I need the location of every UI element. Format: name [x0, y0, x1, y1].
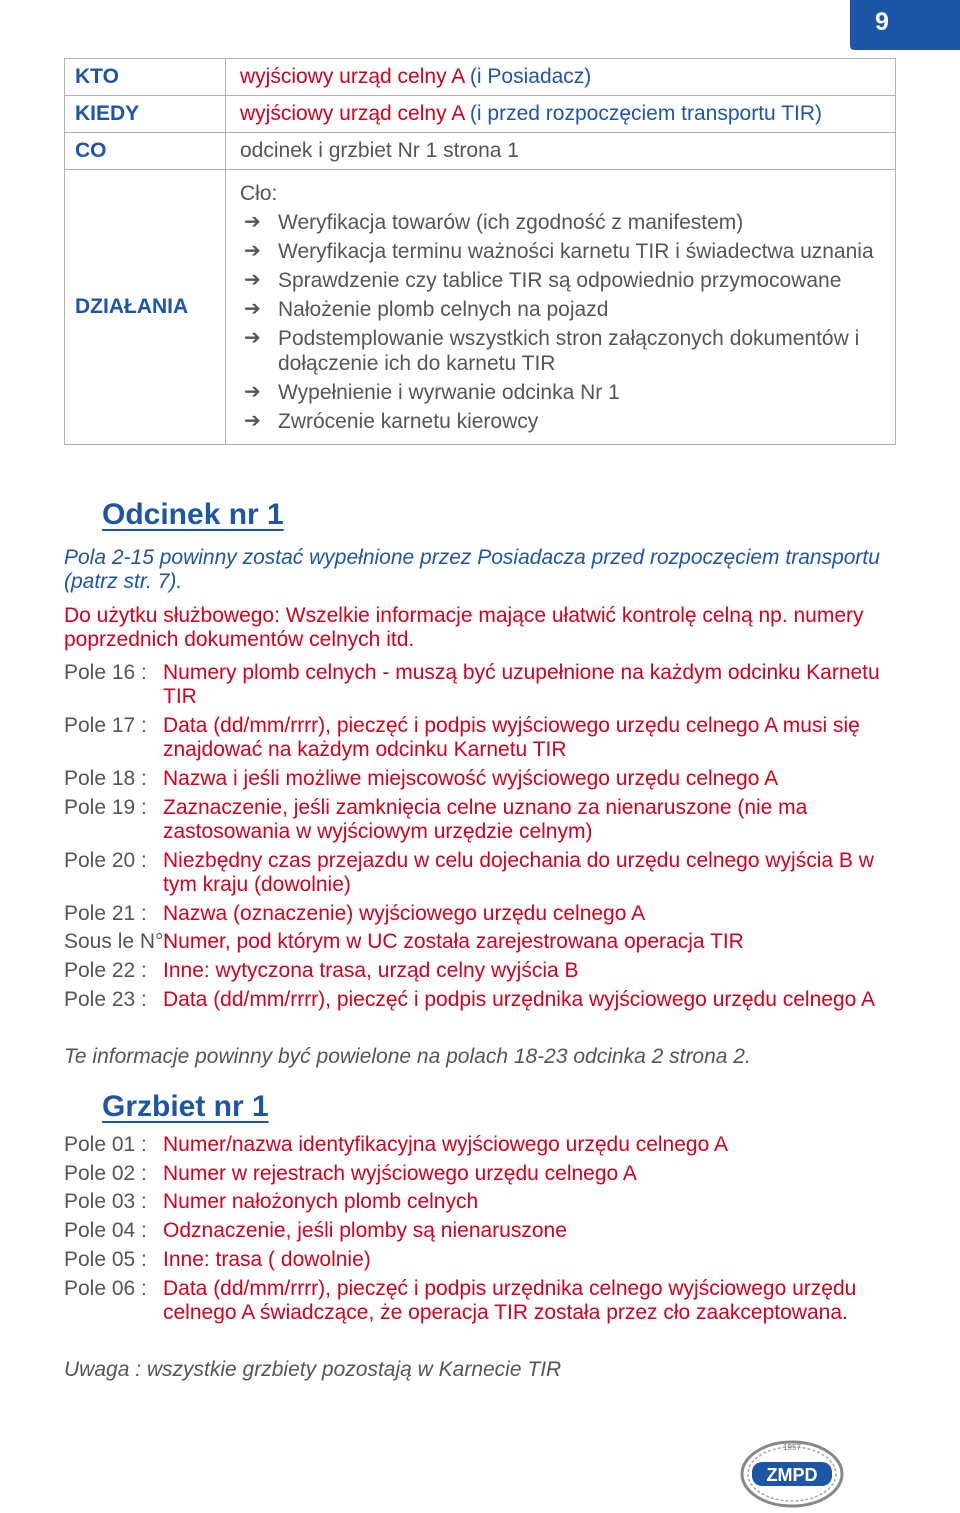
- field-key: Pole 20 :: [64, 849, 147, 872]
- arrow-right-icon: ➔: [244, 211, 261, 233]
- field-row: [64, 1162, 896, 1186]
- field-row: [64, 930, 896, 954]
- field-value: Niezbędny czas przejazdu w celu dojechania do urzędu celnego wyjścia B w tym kraju (dowolnie): [163, 849, 874, 896]
- odcinek-footer: Te informacje powinny być powielone na polach 18-23 odcinka 2 strona 2.: [64, 1045, 751, 1068]
- table-row-kiedy: [65, 96, 896, 133]
- field-row: [64, 796, 896, 844]
- list-item-text: Zwrócenie karnetu kierowcy: [278, 410, 539, 433]
- list-item: [240, 210, 895, 235]
- field-key: Pole 06 :: [64, 1277, 147, 1300]
- dzialania-title: Cło:: [240, 182, 278, 205]
- dzialania-value: [226, 170, 896, 445]
- field-value: Numer, pod którym w UC została zarejestrowana operacja TIR: [163, 930, 744, 953]
- field-row: [64, 902, 896, 926]
- arrow-right-icon: ➔: [244, 240, 261, 262]
- list-item: [240, 380, 895, 405]
- field-key: Pole 22 :: [64, 959, 147, 982]
- field-row: [64, 661, 896, 709]
- field-key: Pole 03 :: [64, 1190, 147, 1213]
- odcinek-intro: Pola 2-15 powinny zostać wypełnione przez Posiadacza przed rozpoczęciem transportu (patrz str. 7).: [64, 546, 880, 593]
- field-value: Nazwa (oznaczenie) wyjściowego urzędu celnego A: [163, 902, 646, 925]
- field-value: Nazwa i jeśli możliwe miejscowość wyjściowego urzędu celnego A: [163, 767, 779, 790]
- field-value: Zaznaczenie, jeśli zamknięcia celne uznano za nienaruszone (nie ma zastosowania w wyjściowym urzędzie celnym): [163, 796, 808, 843]
- arrow-right-icon: ➔: [244, 381, 261, 403]
- field-row: [64, 1219, 896, 1243]
- field-key: Pole 18 :: [64, 767, 147, 790]
- field-key: Pole 01 :: [64, 1133, 147, 1156]
- field-row: [64, 1277, 896, 1325]
- table-row-kto: [65, 59, 896, 96]
- arrow-right-icon: ➔: [244, 327, 261, 349]
- logo-year: 1957: [783, 1443, 801, 1452]
- list-item-text: Weryfikacja terminu ważności karnetu TIR i świadectwa uznania: [278, 240, 874, 263]
- list-item-text: Weryfikacja towarów (ich zgodność z manifestem): [278, 211, 744, 234]
- list-item-text: Podstemplowanie wszystkich stron załączonych dokumentów i dołączenie ich do karnetu TIR: [278, 327, 860, 375]
- field-row: [64, 1190, 896, 1214]
- field-value: Numer nałożonych plomb celnych: [163, 1190, 479, 1213]
- field-row: [64, 714, 896, 762]
- kiedy-value-main: wyjściowy urząd celny A: [240, 102, 465, 125]
- list-item-text: Sprawdzenie czy tablice TIR są odpowiednio przymocowane: [278, 269, 842, 292]
- dzialania-label: DZIAŁANIA: [65, 170, 226, 445]
- logo-text: ZMPD: [766, 1465, 818, 1485]
- field-row: [64, 1133, 896, 1157]
- field-value: Odznaczenie, jeśli plomby są nienaruszone: [163, 1219, 567, 1242]
- field-row: [64, 1248, 896, 1272]
- field-value: Data (dd/mm/rrrr), pieczęć i podpis urzędnika celnego wyjściowego urzędu celnego A świadczące, że operacja TIR została przez cło zaakceptowana.: [163, 1277, 857, 1324]
- table-row-co: [65, 133, 896, 170]
- arrow-right-icon: ➔: [244, 410, 261, 432]
- list-item-text: Nałożenie plomb celnych na pojazd: [278, 298, 609, 321]
- kto-label: KTO: [65, 59, 226, 96]
- arrow-right-icon: ➔: [244, 269, 261, 291]
- zmpd-logo: [738, 1436, 846, 1508]
- field-row: [64, 849, 896, 897]
- field-key: Pole 05 :: [64, 1248, 147, 1271]
- co-value: odcinek i grzbiet Nr 1 strona 1: [226, 133, 896, 170]
- field-row: [64, 988, 896, 1012]
- field-key: Sous le N°:: [64, 930, 170, 953]
- field-value: Inne: wytyczona trasa, urząd celny wyjścia B: [163, 959, 579, 982]
- dzialania-list: [240, 210, 895, 434]
- field-key: Pole 19 :: [64, 796, 147, 819]
- field-value: Numer/nazwa identyfikacyjna wyjściowego urzędu celnego A: [163, 1133, 728, 1156]
- arrow-right-icon: ➔: [244, 298, 261, 320]
- field-key: Pole 21 :: [64, 902, 147, 925]
- field-key: Pole 04 :: [64, 1219, 147, 1242]
- field-value: Numer w rejestrach wyjściowego urzędu celnego A: [163, 1162, 637, 1185]
- kto-value: [226, 59, 896, 96]
- field-value: Data (dd/mm/rrrr), pieczęć i podpis urzędnika wyjściowego urzędu celnego A: [163, 988, 875, 1011]
- odcinek-note: Do użytku służbowego: Wszelkie informacje mające ułatwić kontrolę celną np. numery poprzednich dokumentów celnych itd.: [64, 604, 864, 651]
- kiedy-value-extra: (i przed rozpoczęciem transportu TIR): [464, 102, 822, 125]
- zmpd-emblem-icon: [738, 1436, 846, 1508]
- field-key: Pole 17 :: [64, 714, 147, 737]
- kto-value-extra: (i Posiadacz): [464, 65, 592, 88]
- odcinek-heading: Odcinek nr 1: [102, 498, 284, 531]
- kiedy-label: KIEDY: [65, 96, 226, 133]
- kto-value-main: wyjściowy urząd celny A: [240, 65, 465, 88]
- list-item: [240, 297, 895, 322]
- list-item-text: Wypełnienie i wyrwanie odcinka Nr 1: [278, 381, 620, 404]
- grzbiet-footer: Uwaga : wszystkie grzbiety pozostają w Karnecie TIR: [64, 1358, 562, 1381]
- page-number-tab: [850, 0, 960, 50]
- table-row-dzialania: [65, 170, 896, 445]
- field-row: [64, 959, 896, 983]
- list-item: [240, 326, 895, 376]
- list-item: [240, 268, 895, 293]
- grzbiet-heading: Grzbiet nr 1: [102, 1090, 269, 1123]
- page-number: 9: [875, 8, 889, 36]
- field-key: Pole 23 :: [64, 988, 147, 1011]
- kiedy-value: [226, 96, 896, 133]
- field-value: Data (dd/mm/rrrr), pieczęć i podpis wyjściowego urzędu celnego A musi się znajdować na każdym odcinku Karnetu TIR: [163, 714, 860, 761]
- field-key: Pole 16 :: [64, 661, 147, 684]
- co-label: CO: [65, 133, 226, 170]
- list-item: [240, 409, 895, 434]
- field-value: Inne: trasa ( dowolnie): [163, 1248, 371, 1271]
- summary-table: [64, 58, 896, 445]
- field-row: [64, 767, 896, 791]
- field-key: Pole 02 :: [64, 1162, 147, 1185]
- list-item: [240, 239, 895, 264]
- field-value: Numery plomb celnych - muszą być uzupełnione na każdym odcinku Karnetu TIR: [163, 661, 880, 708]
